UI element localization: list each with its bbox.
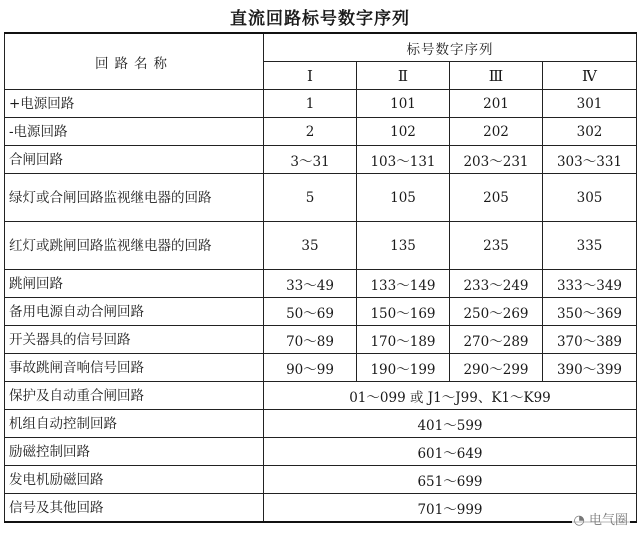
table-title: 直流回路标号数字序列 bbox=[230, 9, 410, 29]
row-name: 励磁控制回路 bbox=[5, 438, 264, 466]
merged-cell: 601～649 bbox=[264, 438, 637, 466]
cell-4: 333～349 bbox=[543, 270, 637, 298]
watermark bbox=[572, 509, 631, 528]
header-col-3: Ⅲ bbox=[450, 62, 543, 90]
row-name: -电源回路 bbox=[5, 118, 264, 146]
cell-1: 50～69 bbox=[264, 298, 357, 326]
watermark-text: 电气圈 bbox=[588, 513, 628, 528]
cell-3: 202 bbox=[450, 118, 543, 146]
table-row bbox=[5, 326, 637, 354]
cell-2: 103～131 bbox=[357, 146, 450, 174]
table-row bbox=[5, 118, 637, 146]
wechat-icon: ◔ bbox=[573, 513, 585, 528]
table-row bbox=[5, 298, 637, 326]
table-row bbox=[5, 466, 637, 494]
header-col-4: Ⅳ bbox=[543, 62, 637, 90]
cell-3: 270～289 bbox=[450, 326, 543, 354]
cell-3: 250～269 bbox=[450, 298, 543, 326]
header-col-1: Ⅰ bbox=[264, 62, 357, 90]
merged-cell: 401～599 bbox=[264, 410, 637, 438]
row-name: +电源回路 bbox=[5, 90, 264, 118]
row-name: 保护及自动重合闸回路 bbox=[5, 382, 264, 410]
cell-2: 105 bbox=[357, 174, 450, 222]
table-row bbox=[5, 270, 637, 298]
table-row bbox=[5, 438, 637, 466]
cell-4: 390～399 bbox=[543, 354, 637, 382]
table-row bbox=[5, 410, 637, 438]
dc-circuit-number-table bbox=[4, 32, 637, 523]
cell-3: 235 bbox=[450, 222, 543, 270]
cell-1: 5 bbox=[264, 174, 357, 222]
cell-1: 90～99 bbox=[264, 354, 357, 382]
table-row bbox=[5, 382, 637, 410]
cell-2: 102 bbox=[357, 118, 450, 146]
merged-cell: 701～999 bbox=[264, 494, 637, 523]
cell-2: 150～169 bbox=[357, 298, 450, 326]
cell-4: 301 bbox=[543, 90, 637, 118]
table-row bbox=[5, 354, 637, 382]
cell-3: 205 bbox=[450, 174, 543, 222]
merged-cell: 01～099 或 J1～J99、K1～K99 bbox=[264, 382, 637, 410]
merged-cell: 651～699 bbox=[264, 466, 637, 494]
row-name: 跳闸回路 bbox=[5, 270, 264, 298]
header-number-sequence: 标号数字序列 bbox=[264, 33, 637, 62]
cell-1: 35 bbox=[264, 222, 357, 270]
header-col-2: Ⅱ bbox=[357, 62, 450, 90]
table-row bbox=[5, 222, 637, 270]
cell-3: 201 bbox=[450, 90, 543, 118]
cell-4: 305 bbox=[543, 174, 637, 222]
row-name: 合闸回路 bbox=[5, 146, 264, 174]
row-name: 红灯或跳闸回路监视继电器的回路 bbox=[5, 222, 264, 270]
row-name: 开关器具的信号回路 bbox=[5, 326, 264, 354]
cell-2: 101 bbox=[357, 90, 450, 118]
cell-2: 170～189 bbox=[357, 326, 450, 354]
table-row bbox=[5, 90, 637, 118]
cell-2: 190～199 bbox=[357, 354, 450, 382]
row-name: 绿灯或合闸回路监视继电器的回路 bbox=[5, 174, 264, 222]
cell-3: 233～249 bbox=[450, 270, 543, 298]
cell-4: 370～389 bbox=[543, 326, 637, 354]
cell-1: 70～89 bbox=[264, 326, 357, 354]
cell-1: 2 bbox=[264, 118, 357, 146]
cell-2: 135 bbox=[357, 222, 450, 270]
cell-3: 203～231 bbox=[450, 146, 543, 174]
row-name: 备用电源自动合闸回路 bbox=[5, 298, 264, 326]
cell-4: 350～369 bbox=[543, 298, 637, 326]
row-name: 机组自动控制回路 bbox=[5, 410, 264, 438]
row-name: 发电机励磁回路 bbox=[5, 466, 264, 494]
cell-4: 335 bbox=[543, 222, 637, 270]
cell-4: 302 bbox=[543, 118, 637, 146]
table-row bbox=[5, 146, 637, 174]
table-row bbox=[5, 174, 637, 222]
header-circuit-name: 回路名称 bbox=[5, 33, 264, 90]
table-row bbox=[5, 494, 637, 523]
cell-2: 133～149 bbox=[357, 270, 450, 298]
cell-4: 303～331 bbox=[543, 146, 637, 174]
cell-1: 33～49 bbox=[264, 270, 357, 298]
cell-1: 1 bbox=[264, 90, 357, 118]
cell-3: 290～299 bbox=[450, 354, 543, 382]
cell-1: 3～31 bbox=[264, 146, 357, 174]
row-name: 事故跳闸音响信号回路 bbox=[5, 354, 264, 382]
row-name: 信号及其他回路 bbox=[5, 494, 264, 523]
